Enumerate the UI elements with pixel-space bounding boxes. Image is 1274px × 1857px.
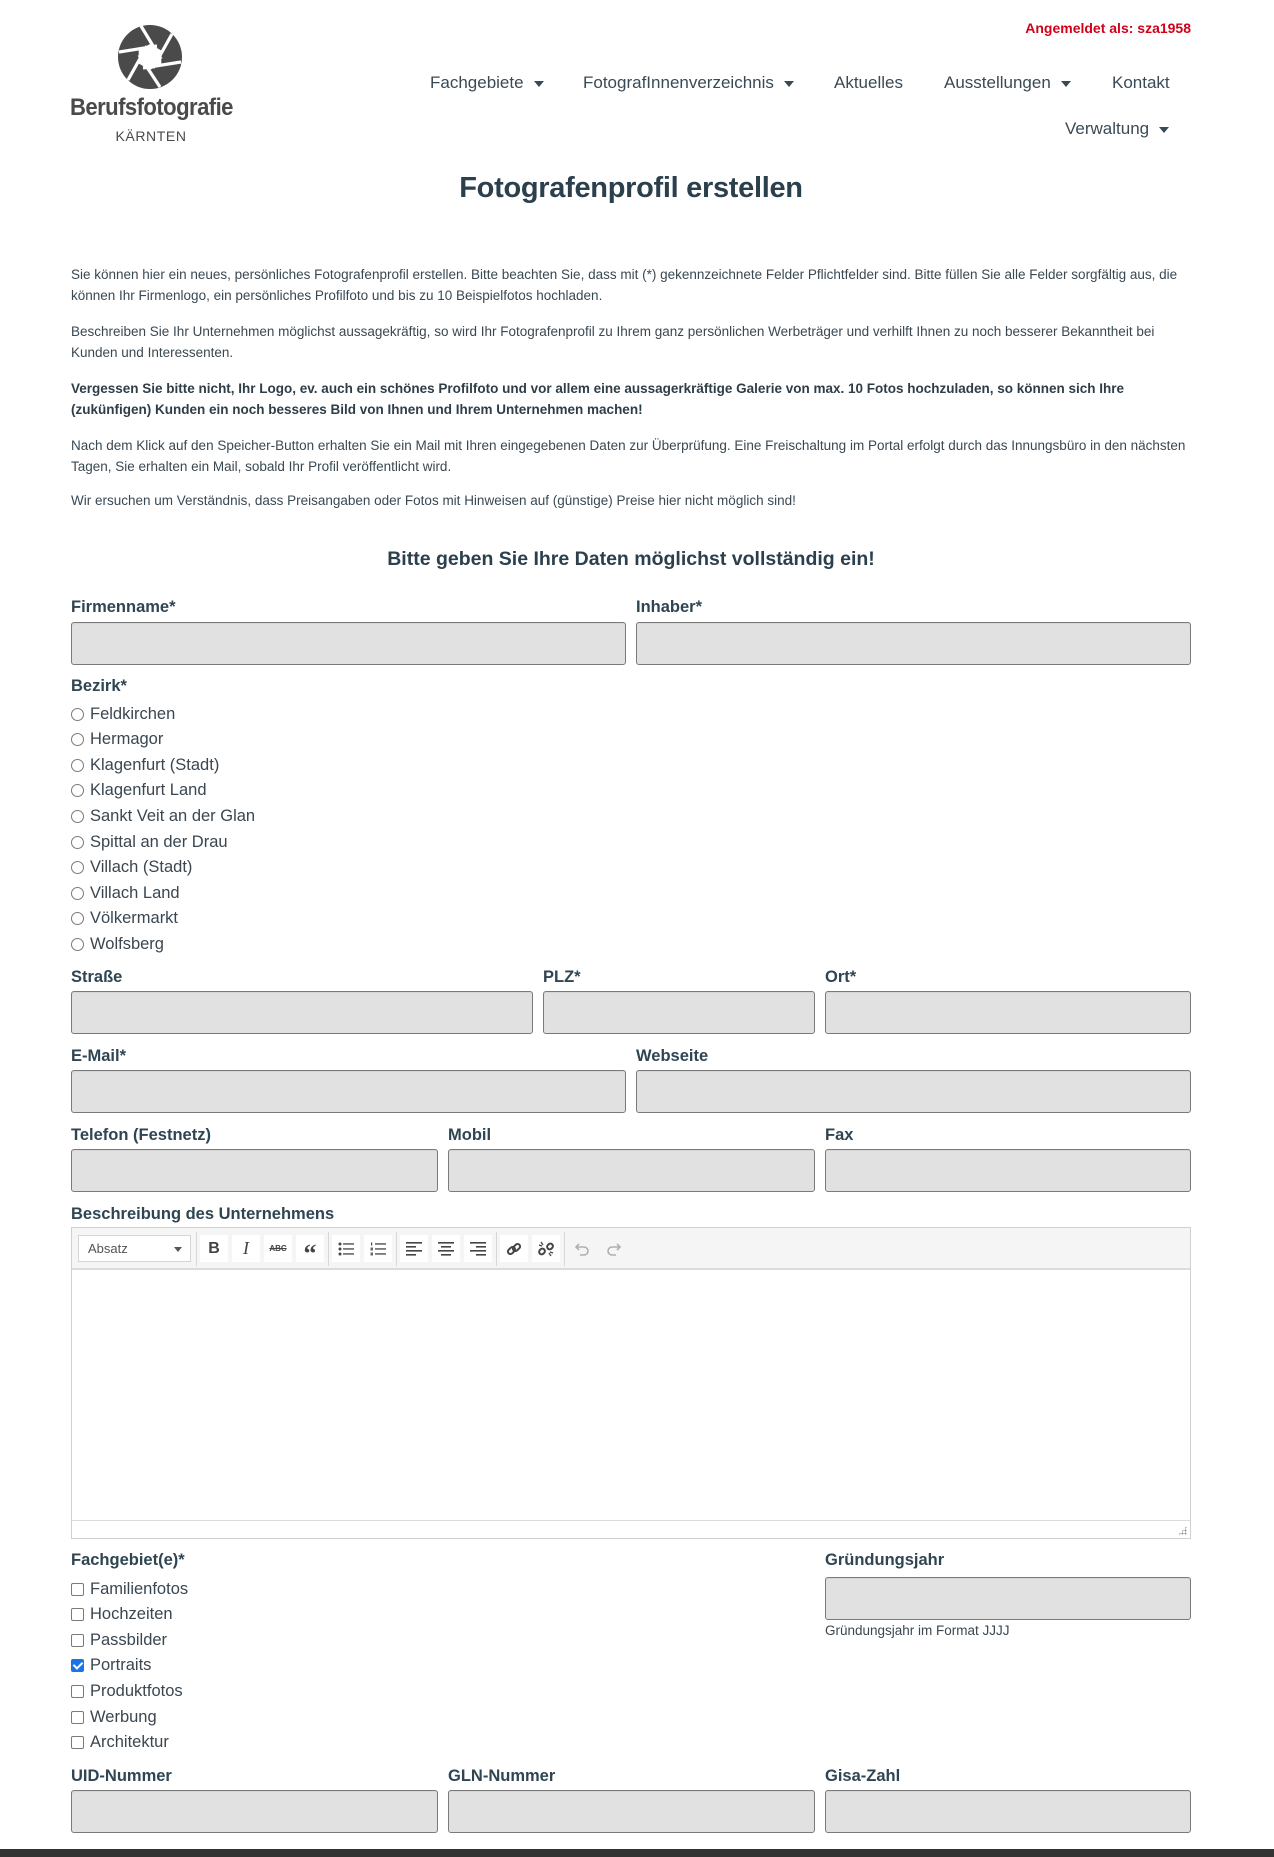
undo-icon xyxy=(574,1242,590,1256)
radio-button[interactable] xyxy=(71,887,84,900)
bezirk-option-label: Klagenfurt Land xyxy=(90,781,207,800)
fachgebiet-option-label: Produktfotos xyxy=(90,1681,183,1700)
checkbox[interactable] xyxy=(71,1583,84,1596)
strasse-label: Straße xyxy=(71,968,123,986)
link-icon xyxy=(506,1241,522,1257)
inhaber-label: Inhaber* xyxy=(636,598,703,616)
checkbox[interactable] xyxy=(71,1634,84,1647)
inhaber-input[interactable] xyxy=(636,622,1191,665)
gln-label: GLN-Nummer xyxy=(448,1767,556,1785)
radio-button[interactable] xyxy=(71,861,84,874)
bezirk-option-label: Spittal an der Drau xyxy=(90,832,228,851)
checkbox[interactable] xyxy=(71,1685,84,1698)
bullet-list-button[interactable] xyxy=(332,1235,360,1262)
fachgebiet-option[interactable] xyxy=(71,1578,188,1600)
plz-label: PLZ* xyxy=(543,968,581,986)
fachgebiet-option-label: Werbung xyxy=(90,1707,157,1726)
gruendungsjahr-hint: Gründungsjahr im Format JJJJ xyxy=(825,1623,1010,1638)
radio-button[interactable] xyxy=(71,836,84,849)
intro-paragraph: Nach dem Klick auf den Speicher-Button erhalten Sie ein Mail mit Ihren eingegebenen Daten zur Überprüfung. Eine Freischaltung im Portal erfolgt durch das Innungsbüro in den nächsten Tagen, Sie erhalten ein Mail, sobald Ihr Profil veröffentlicht wird. xyxy=(71,438,1186,474)
blockquote-icon: “ xyxy=(303,1238,317,1268)
italic-button[interactable] xyxy=(232,1235,260,1262)
toolbar-separator xyxy=(396,1232,397,1266)
numbered-list-icon xyxy=(370,1242,386,1256)
bezirk-option-label: Sankt Veit an der Glan xyxy=(90,806,256,825)
intro-paragraph: Wir ersuchen um Verständnis, dass Preisangaben oder Fotos mit Hinweisen auf (günstige) Preise hier nicht möglich sind! xyxy=(71,493,796,508)
bezirk-option[interactable] xyxy=(71,754,219,776)
ort-input[interactable] xyxy=(825,991,1191,1034)
mobil-label: Mobil xyxy=(448,1126,492,1144)
fax-label: Fax xyxy=(825,1126,854,1144)
checkbox[interactable] xyxy=(71,1608,84,1621)
fachgebiet-option[interactable] xyxy=(71,1732,169,1754)
bezirk-option[interactable] xyxy=(71,703,175,725)
bullet-list-icon xyxy=(338,1242,354,1256)
gisa-label: Gisa-Zahl xyxy=(825,1767,901,1785)
link-button[interactable] xyxy=(500,1235,528,1262)
ort-label: Ort* xyxy=(825,968,857,986)
align-center-icon xyxy=(438,1242,454,1256)
logo-subtitle: KÄRNTEN xyxy=(115,128,187,144)
bezirk-option-label: Hermagor xyxy=(90,730,164,749)
bezirk-option[interactable] xyxy=(71,780,207,802)
redo-icon xyxy=(606,1242,622,1256)
fax-input[interactable] xyxy=(825,1149,1191,1192)
strasse-input[interactable] xyxy=(71,991,533,1034)
fachgebiet-option[interactable] xyxy=(71,1680,183,1702)
radio-button[interactable] xyxy=(71,938,84,951)
bezirk-option-label: Völkermarkt xyxy=(90,909,179,928)
numbered-list-button[interactable] xyxy=(364,1235,392,1262)
beschreibung-label: Beschreibung des Unternehmens xyxy=(71,1205,335,1223)
caret-down-icon xyxy=(1159,127,1169,133)
bezirk-option[interactable] xyxy=(71,882,180,904)
fachgebiet-option[interactable] xyxy=(71,1604,173,1626)
unlink-button[interactable] xyxy=(532,1235,560,1262)
radio-button[interactable] xyxy=(71,759,84,772)
nav-item-aktuelles[interactable] xyxy=(834,73,903,93)
webseite-input[interactable] xyxy=(636,1070,1191,1113)
firmenname-label: Firmenname* xyxy=(71,598,176,616)
undo-button[interactable] xyxy=(568,1235,596,1262)
email-input[interactable] xyxy=(71,1070,626,1113)
radio-button[interactable] xyxy=(71,708,84,721)
caret-down-icon xyxy=(534,81,544,87)
fachgebiet-option-label: Familienfotos xyxy=(90,1579,189,1598)
radio-button[interactable] xyxy=(71,810,84,823)
nav-item-ausstellungen[interactable] xyxy=(944,73,1071,93)
nav-label: Kontakt xyxy=(1112,73,1170,92)
editor-toolbar xyxy=(72,1228,1190,1270)
telefon-label: Telefon (Festnetz) xyxy=(71,1126,211,1144)
logged-in-status: Angemeldet als: sza1958 xyxy=(1025,20,1191,36)
caret-down-icon xyxy=(1061,81,1071,87)
bold-button[interactable] xyxy=(200,1235,228,1262)
plz-input[interactable] xyxy=(543,991,815,1034)
bezirk-option-label: Klagenfurt (Stadt) xyxy=(90,755,220,774)
rich-text-editor xyxy=(71,1227,1191,1539)
uid-input[interactable] xyxy=(71,1790,438,1833)
nav-item-kontakt[interactable] xyxy=(1112,73,1170,93)
nav-label: Verwaltung xyxy=(1065,119,1150,138)
toolbar-separator xyxy=(328,1232,329,1266)
fachgebiet-option-label: Hochzeiten xyxy=(90,1605,173,1624)
bezirk-option[interactable] xyxy=(71,805,255,827)
bezirk-option[interactable] xyxy=(71,729,163,751)
checkbox[interactable] xyxy=(71,1711,84,1724)
fachgebiet-option[interactable] xyxy=(71,1706,157,1728)
intro-paragraph: Sie können hier ein neues, persönliches Fotografenprofil erstellen. Bitte beachten Sie, dass mit (*) gekennzeichnete Felder Pflichtfelder sind. Bitte füllen Sie alle Felder sorgfältig aus, die können Ihr Firmenlogo, ein persönliches Profilfoto und bis zu 10 Beispielfotos hochladen. xyxy=(71,267,1178,303)
gruendungsjahr-label: Gründungsjahr xyxy=(825,1551,945,1569)
page-title: Fotografenprofil erstellen xyxy=(459,172,803,204)
gisa-input[interactable] xyxy=(825,1790,1191,1833)
align-center-button[interactable] xyxy=(432,1235,460,1262)
bezirk-option[interactable] xyxy=(71,908,178,930)
unlink-icon xyxy=(538,1241,554,1257)
bezirk-option[interactable] xyxy=(71,933,164,955)
format-select-value: Absatz xyxy=(88,1241,128,1256)
fachgebiete-label: Fachgebiet(e)* xyxy=(71,1551,185,1569)
align-left-icon xyxy=(406,1242,422,1256)
align-right-button[interactable] xyxy=(464,1235,492,1262)
fachgebiet-option[interactable] xyxy=(71,1655,151,1677)
logo-wordmark: Berufsfotografie xyxy=(70,94,233,121)
nav-label: Ausstellungen xyxy=(944,73,1051,92)
radio-button[interactable] xyxy=(71,912,84,925)
strikethrough-button[interactable] xyxy=(264,1235,292,1262)
nav-item-verwaltung[interactable] xyxy=(1065,119,1169,139)
toolbar-separator xyxy=(196,1232,197,1266)
uid-label: UID-Nummer xyxy=(71,1767,172,1785)
nav-label: FotografInnenverzeichnis xyxy=(583,73,774,92)
fachgebiet-option-label: Architektur xyxy=(90,1733,169,1752)
fachgebiet-option[interactable] xyxy=(71,1629,167,1651)
checkbox[interactable] xyxy=(71,1736,84,1749)
fachgebiet-option-label: Passbilder xyxy=(90,1630,168,1649)
intro-paragraph: Beschreiben Sie Ihr Unternehmen möglichst aussagekräftig, so wird Ihr Fotografenprofil zu Ihrem ganz persönlichen Werbeträger und verhilft Ihnen zu noch besserer Bekanntheit bei Kunden und Interessenten. xyxy=(71,324,1155,360)
mobil-input[interactable] xyxy=(448,1149,815,1192)
italic-icon: I xyxy=(243,1238,249,1258)
bezirk-label: Bezirk* xyxy=(71,677,127,695)
bold-icon: B xyxy=(208,1239,220,1257)
bezirk-option-label: Villach Land xyxy=(90,883,180,902)
chevron-down-icon xyxy=(174,1247,182,1252)
webseite-label: Webseite xyxy=(636,1047,709,1065)
caret-down-icon xyxy=(784,81,794,87)
align-left-button[interactable] xyxy=(400,1235,428,1262)
camera-aperture-icon xyxy=(117,24,183,90)
bezirk-option-label: Feldkirchen xyxy=(90,704,176,723)
toolbar-separator xyxy=(496,1232,497,1266)
form-section-title: Bitte geben Sie Ihre Daten möglichst vollständig ein! xyxy=(387,548,875,570)
nav-label: Fachgebiete xyxy=(430,73,524,92)
bezirk-option[interactable] xyxy=(71,831,228,853)
bezirk-option-label: Wolfsberg xyxy=(90,934,164,953)
email-label: E-Mail* xyxy=(71,1047,127,1065)
bezirk-option[interactable] xyxy=(71,857,192,879)
telefon-input[interactable] xyxy=(71,1149,438,1192)
bezirk-option-label: Villach (Stadt) xyxy=(90,858,193,877)
fachgebiet-option-label: Portraits xyxy=(90,1656,152,1675)
redo-button[interactable] xyxy=(600,1235,628,1262)
editor-statusbar xyxy=(72,1520,1190,1538)
radio-button[interactable] xyxy=(71,733,84,746)
editor-content-area[interactable] xyxy=(72,1272,1190,1520)
gruendungsjahr-input[interactable] xyxy=(825,1577,1191,1620)
nav-item-fotografinnenverzeichnis[interactable] xyxy=(583,73,794,93)
checkbox-checked[interactable] xyxy=(71,1659,84,1672)
blockquote-button[interactable] xyxy=(296,1235,324,1268)
intro-paragraph-bold: Vergessen Sie bitte nicht, Ihr Logo, ev. auch ein schönes Profilfoto und vor allem eine aussagerkräftige Galerie von max. 10 Fotos hochzuladen, so können sich Ihre (zukünfigen) Kunden ein noch besseres Bild von Ihnen und Ihrem Unternehmen machen! xyxy=(71,381,1125,417)
gln-input[interactable] xyxy=(448,1790,815,1833)
resize-handle-icon[interactable] xyxy=(1178,1526,1187,1535)
nav-label: Aktuelles xyxy=(834,73,903,92)
nav-item-fachgebiete[interactable] xyxy=(430,73,544,93)
footer-bar xyxy=(0,1849,1274,1857)
firmenname-input[interactable] xyxy=(71,622,626,665)
strikethrough-icon: ABC xyxy=(269,1244,287,1253)
format-select[interactable] xyxy=(78,1235,191,1262)
align-right-icon xyxy=(470,1242,486,1256)
radio-button[interactable] xyxy=(71,784,84,797)
site-logo[interactable] xyxy=(70,20,240,150)
toolbar-separator xyxy=(564,1232,565,1266)
